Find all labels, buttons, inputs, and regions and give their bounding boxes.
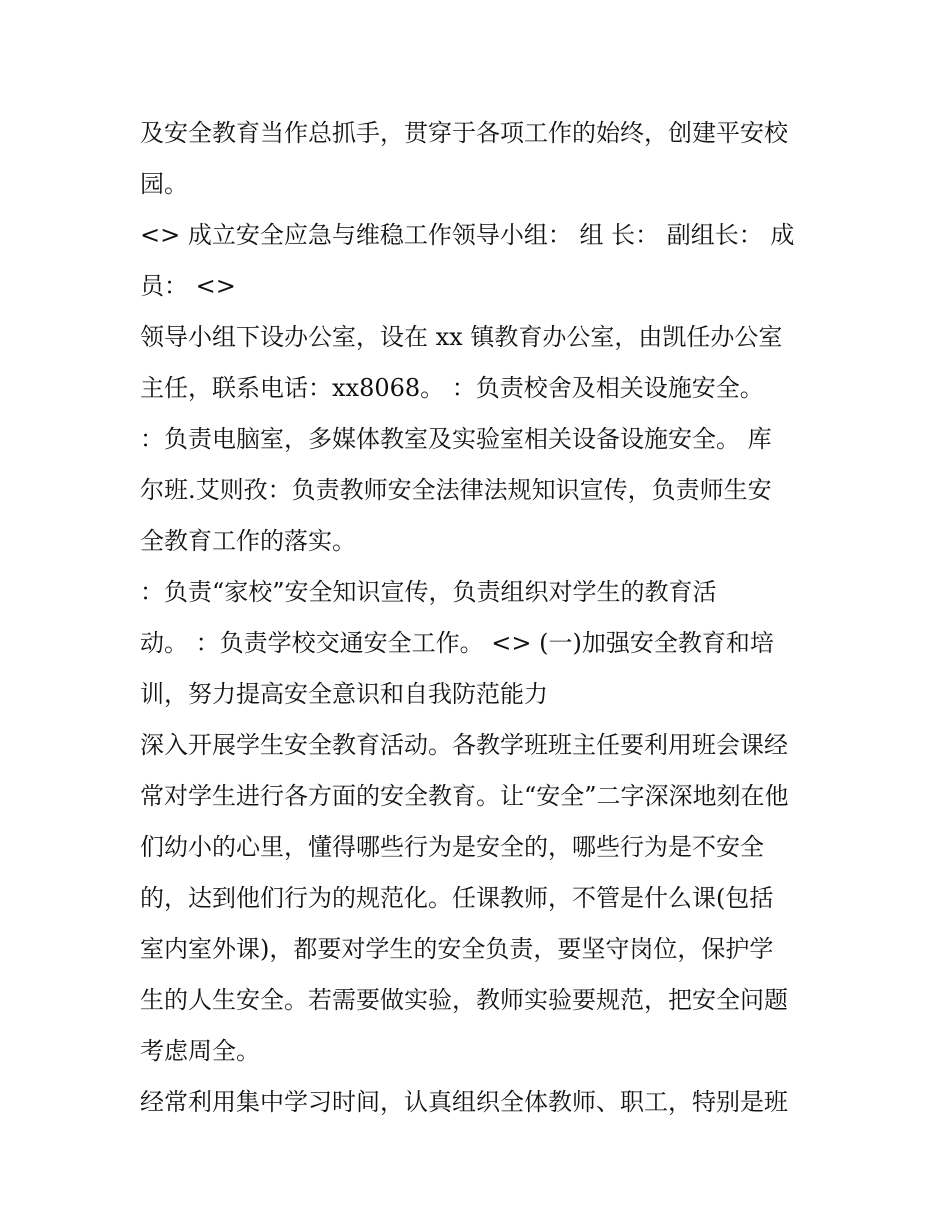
text-line: 动。 ：负责学校交通安全工作。 <> (一)加强安全教育和培	[140, 629, 774, 657]
text-line: 生的人生安全。若需要做实验，教师实验要规范，把安全问题	[140, 986, 788, 1014]
text-line: 及安全教育当作总抓手，贯穿于各项工作的始终，创建平安校	[140, 119, 788, 147]
text-line: 常对学生进行各方面的安全教育。让“安全”二字深深地刻在他	[140, 782, 789, 810]
text-line: 训，努力提高安全意识和自我防范能力	[140, 680, 548, 708]
text-line: 员： <>	[140, 272, 236, 300]
text-line: 室内室外课)，都要对学生的安全负责，要坚守岗位，保护学	[140, 935, 774, 963]
text-line: 园。	[140, 170, 188, 198]
text-line: 主任，联系电话：xx8068。 ：负责校舍及相关设施安全。	[140, 374, 764, 402]
text-line: <> 成立安全应急与维稳工作领导小组： 组 长： 副组长： 成	[140, 221, 795, 249]
text-line: 尔班.艾则孜：负责教师安全法律法规知识宣传，负责师生安	[140, 476, 772, 504]
text-line: ：负责电脑室，多媒体教室及实验室相关设备设施安全。 库	[140, 425, 772, 453]
body-text	[140, 108, 820, 1128]
text-line: ：负责“家校”安全知识宣传，负责组织对学生的教育活	[140, 578, 717, 606]
text-line: 全教育工作的落实。	[140, 527, 356, 555]
text-line: 考虑周全。	[140, 1037, 260, 1065]
text-line: 的，达到他们行为的规范化。任课教师，不管是什么课(包括	[140, 884, 774, 912]
text-line: 深入开展学生安全教育活动。各教学班班主任要利用班会课经	[140, 731, 788, 759]
text-line: 领导小组下设办公室，设在 xx 镇教育办公室，由凯任办公室	[140, 323, 783, 351]
text-line: 们幼小的心里，懂得哪些行为是安全的，哪些行为是不安全	[140, 833, 764, 861]
text-line: 经常利用集中学习时间，认真组织全体教师、职工，特别是班	[140, 1088, 788, 1116]
